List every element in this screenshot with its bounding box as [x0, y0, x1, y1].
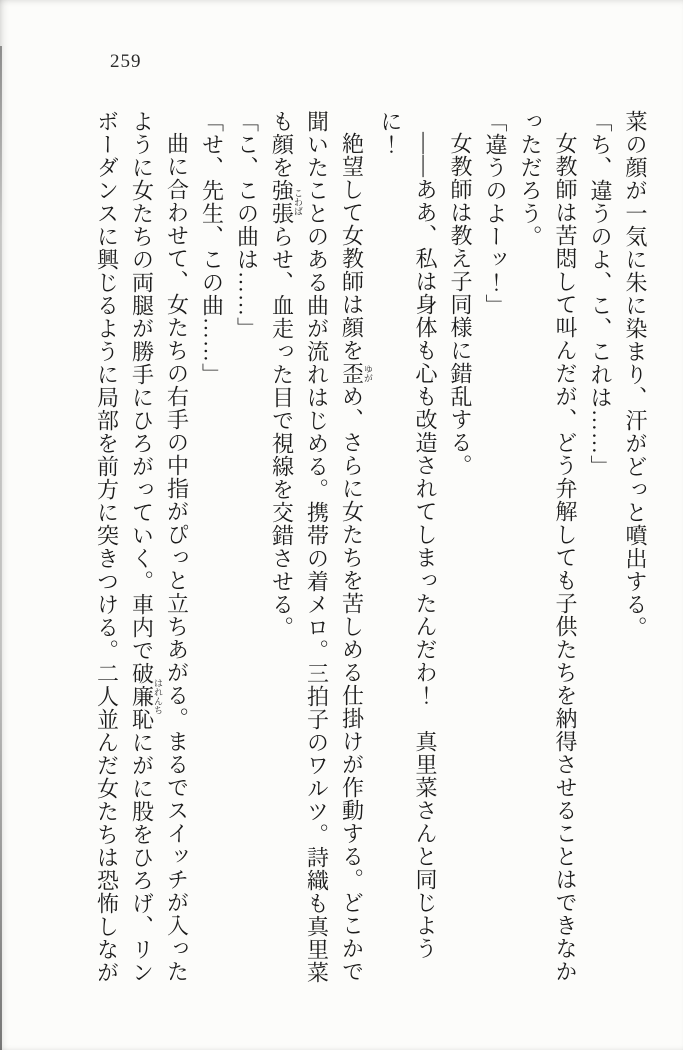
paragraph: 「違うのよーッ！」 — [483, 110, 508, 317]
text-block — [90, 110, 654, 984]
paragraph: 曲に合わせて、女たちの右手の中指がぴっと立ちあがる。まるでスイッチが入ったように女たちの両腿が勝手にひろがっていく。車内で破廉恥はれんちにがに股をひろげ、リンボーダンスに興じるように局部を前方に突きつける。二人並んだ女たちは恐怖しなが — [94, 110, 190, 984]
paragraph: 絶望して女教師は顔を歪ゆがめ、さらに女たちを苦しめる仕掛けが作動する。どこかで聞いたことのある曲が流れはじめる。携帯の着メロ。三拍子のワルツ。詩織も真里菜も顔を強張こわばらせ、血走った目で視線を交錯させる。 — [269, 110, 373, 984]
paragraph: 女教師は教え子同様に錯乱する。 — [448, 132, 473, 477]
paragraph: 女教師は苦悶して叫んだが、どう弁解しても子供たちを納得させることはできなかっただろう。 — [518, 110, 578, 983]
page-number: 259 — [110, 51, 142, 72]
paragraph: ――ああ、私は身体も心も改造されてしまったんだわ！ 真里菜さんと同じように！ — [378, 110, 438, 960]
paragraph: 「せ、先生、この曲……」 — [199, 110, 225, 386]
paragraph: 菜の顔が一気に朱に染まり、汗がどっと噴出する。 — [623, 110, 648, 639]
paragraph: 「ち、違うのよ、こ、これは……」 — [588, 110, 613, 478]
paragraph: 「こ、この曲は……」 — [234, 110, 260, 340]
scan-edge-shadow — [0, 46, 2, 1050]
